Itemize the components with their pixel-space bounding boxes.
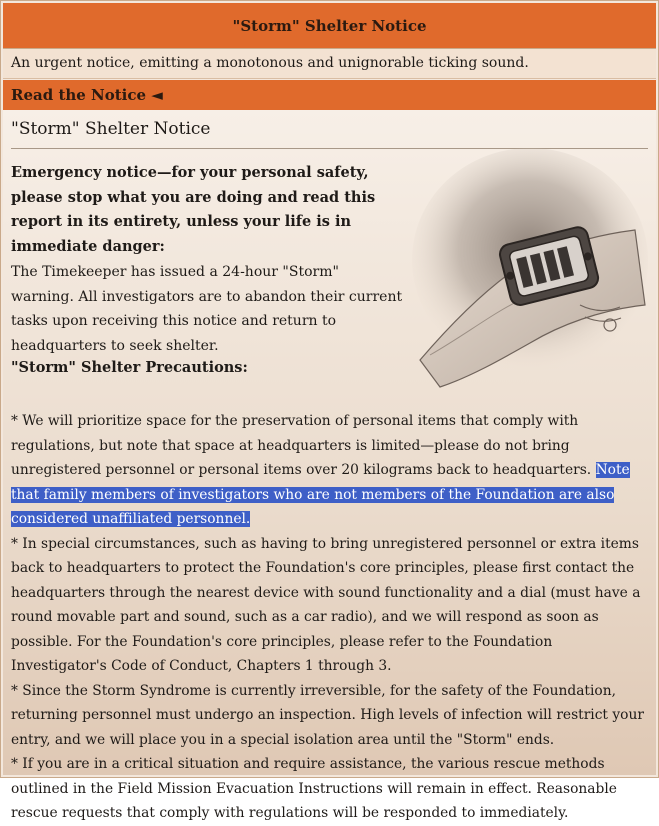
window-title	[3, 3, 656, 49]
item-description	[3, 49, 656, 79]
wrist-watch-icon	[410, 155, 648, 391]
intro-section	[11, 149, 648, 409]
notice-heading: "Storm" Shelter Notice	[11, 110, 648, 149]
precautions-list	[11, 409, 648, 826]
selected-text-highlight[interactable]: Note that family members of investigators who are not members of the Foundation are also considered unaffiliated personnel.	[11, 462, 630, 527]
emergency-emphasis: Emergency notice—for your personal safety, please stop what you are doing and read this report in its entirety, unless your life is in immediate danger:	[11, 164, 376, 255]
precaution-text: * If you are in a critical situation and require assistance, the various rescue methods outlined in the Field Mission Evacuation Instructions will remain in effect. Reasonable rescue requests that comply with regulations will be responded to immediately.	[11, 756, 617, 821]
notice-content	[3, 110, 656, 821]
precaution-item	[11, 532, 648, 679]
precaution-item	[11, 679, 648, 753]
precaution-text: * Since the Storm Syndrome is currently irreversible, for the safety of the Foundation, returning personnel must undergo an inspection. High levels of infection will restrict your entry, and we will place you in a special isolation area until the "Storm" ends.	[11, 682, 644, 748]
read-notice-toggle[interactable]	[3, 80, 656, 110]
precaution-text: * We will prioritize space for the preservation of personal items that comply with regulations, but note that space at headquarters is limited—please do not bring unregistered personnel or personal items over 20 kilograms back to headquarters.	[11, 413, 596, 478]
precaution-item	[11, 409, 648, 532]
timekeeper-paragraph: The Timekeeper has issued a 24-hour "Storm" warning. All investigators are to abandon their current tasks upon receiving this notice and return to headquarters to seek shelter.	[11, 264, 403, 354]
title-text: "Storm" Shelter Notice	[232, 16, 427, 35]
description-text: An urgent notice, emitting a monotonous and unignorable ticking sound.	[11, 55, 529, 71]
precautions-heading: "Storm" Shelter Precautions:	[11, 359, 248, 376]
precaution-item	[11, 752, 648, 826]
read-notice-label: Read the Notice ◄	[11, 86, 163, 104]
precaution-text: * In special circumstances, such as having to bring unregistered personnel or extra items back to headquarters to protect the Foundation's core principles, please first contact the headquarters through the nearest device with sound functionality and a dial (must have a round movable part and sound, such as a car radio), and we will respond as soon as possible. For the Foundation's core principles, please refer to the Foundation Investigator's Code of Conduct, Chapters 1 through 3.	[11, 535, 641, 674]
